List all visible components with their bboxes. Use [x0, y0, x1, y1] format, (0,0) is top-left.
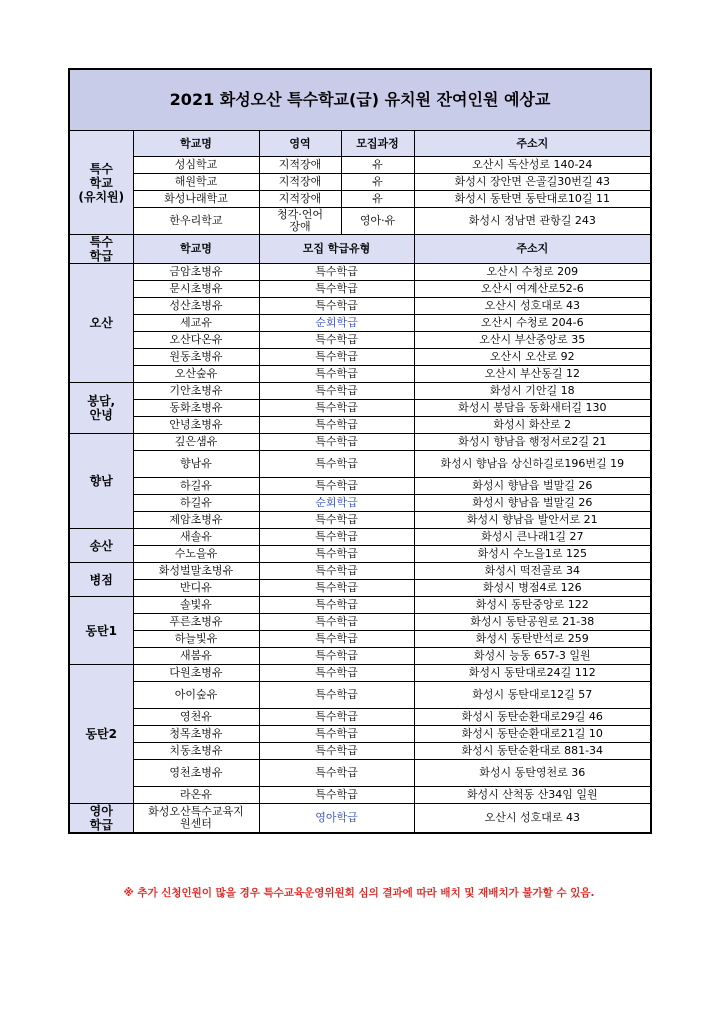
header-course: 모집과정 [341, 131, 414, 157]
course: 영아·유 [341, 208, 414, 235]
address: 오산시 수청로 204-6 [414, 315, 651, 332]
school-name: 영천유 [133, 709, 259, 726]
table-row [69, 546, 651, 563]
class-type: 특수학급 [259, 726, 414, 743]
class-type: 특수학급 [259, 349, 414, 366]
address: 화성시 기안길 18 [414, 383, 651, 400]
school-name: 깊은샘유 [133, 434, 259, 451]
course: 유 [341, 174, 414, 191]
placement-table [68, 68, 652, 834]
address: 화성시 동탄대로12길 57 [414, 682, 651, 709]
address: 화성시 향남읍 벌말길 26 [414, 478, 651, 495]
disability-area: 지적장애 [259, 157, 341, 174]
class-type: 특수학급 [259, 743, 414, 760]
region-cell: 향남 [69, 434, 133, 529]
address: 화성시 향남읍 행정서로2길 21 [414, 434, 651, 451]
region-cell: 병점 [69, 563, 133, 597]
school-name: 반디유 [133, 580, 259, 597]
header-address: 주소지 [414, 235, 651, 264]
address: 화성시 동탄순환대로29길 46 [414, 709, 651, 726]
school-name: 성산초병유 [133, 298, 259, 315]
disability-area: 지적장애 [259, 174, 341, 191]
school-name: 성심학교 [133, 157, 259, 174]
region-cell: 동탄1 [69, 597, 133, 665]
address: 화성시 화산로 2 [414, 417, 651, 434]
document-sheet [68, 68, 650, 834]
address: 화성시 봉담읍 동화새터길 130 [414, 400, 651, 417]
disability-area: 지적장애 [259, 191, 341, 208]
class-type: 특수학급 [259, 665, 414, 682]
table-row [69, 563, 651, 580]
table-row [69, 281, 651, 298]
school-header-row [69, 131, 651, 157]
address: 화성시 동탄중앙로 122 [414, 597, 651, 614]
class-type: 특수학급 [259, 383, 414, 400]
table-row [69, 478, 651, 495]
table-row [69, 383, 651, 400]
class-type: 특수학급 [259, 563, 414, 580]
region-cell: 영아 학급 [69, 804, 133, 834]
class-type: 특수학급 [259, 709, 414, 726]
class-type: 특수학급 [259, 281, 414, 298]
address: 화성시 장안면 은골길30번길 43 [414, 174, 651, 191]
table-row [69, 434, 651, 451]
class-type: 특수학급 [259, 298, 414, 315]
school-name: 하늘빛유 [133, 631, 259, 648]
title-row [69, 69, 651, 131]
region-special-school: 특수 학교 (유치원) [69, 131, 133, 235]
school-name: 영천초병유 [133, 760, 259, 787]
address: 오산시 부산동길 12 [414, 366, 651, 383]
header-area: 영역 [259, 131, 341, 157]
table-row [69, 264, 651, 281]
course: 유 [341, 191, 414, 208]
school-name: 동화초병유 [133, 400, 259, 417]
school-name: 제암초병유 [133, 512, 259, 529]
table-row [69, 174, 651, 191]
school-name: 푸른초병유 [133, 614, 259, 631]
table-row [69, 665, 651, 682]
page-title: 2021 화성오산 특수학교(급) 유치원 잔여인원 예상교 [69, 69, 651, 131]
school-name: 라온유 [133, 787, 259, 804]
region-cell: 동탄2 [69, 665, 133, 804]
class-type: 특수학급 [259, 366, 414, 383]
table-row [69, 332, 651, 349]
class-type: 특수학급 [259, 400, 414, 417]
class-type: 특수학급 [259, 546, 414, 563]
address: 오산시 독산성로 140-24 [414, 157, 651, 174]
table-row [69, 726, 651, 743]
table-row [69, 298, 651, 315]
school-name: 다원초병유 [133, 665, 259, 682]
region-cell: 오산 [69, 264, 133, 383]
address: 오산시 오산로 92 [414, 349, 651, 366]
class-type: 특수학급 [259, 580, 414, 597]
school-name: 하길유 [133, 478, 259, 495]
class-type: 특수학급 [259, 512, 414, 529]
table-row [69, 349, 651, 366]
class-type: 순회학급 [259, 495, 414, 512]
address: 화성시 향남읍 벌말길 26 [414, 495, 651, 512]
school-name: 원동초병유 [133, 349, 259, 366]
address: 화성시 능동 657-3 일원 [414, 648, 651, 665]
school-name: 솔빛유 [133, 597, 259, 614]
table-row [69, 804, 651, 834]
address: 화성시 동탄순환대로21길 10 [414, 726, 651, 743]
footnote: ※ 추가 신청인원이 많을 경우 특수교육운영위원회 심의 결과에 따라 배치 및 재배치가 불가할 수 있음. [123, 887, 595, 899]
table-row [69, 417, 651, 434]
class-type: 특수학급 [259, 434, 414, 451]
table-row [69, 743, 651, 760]
table-row [69, 451, 651, 478]
header-address: 주소지 [414, 131, 651, 157]
header-school-name: 학교명 [133, 235, 259, 264]
address: 화성시 수노을1로 125 [414, 546, 651, 563]
address: 오산시 부산중앙로 35 [414, 332, 651, 349]
class-type: 특수학급 [259, 332, 414, 349]
address: 화성시 정남면 관항길 243 [414, 208, 651, 235]
table-row [69, 208, 651, 235]
class-type: 특수학급 [259, 787, 414, 804]
address: 오산시 여계산로52-6 [414, 281, 651, 298]
school-name: 기안초병유 [133, 383, 259, 400]
school-name: 금암초병유 [133, 264, 259, 281]
table-row [69, 787, 651, 804]
table-row [69, 631, 651, 648]
region-cell: 송산 [69, 529, 133, 563]
school-name: 수노을유 [133, 546, 259, 563]
school-name: 문시초병유 [133, 281, 259, 298]
class-type: 특수학급 [259, 451, 414, 478]
address: 화성시 향남읍 발안서로 21 [414, 512, 651, 529]
table-row [69, 760, 651, 787]
class-type: 특수학급 [259, 614, 414, 631]
table-row [69, 366, 651, 383]
class-type: 특수학급 [259, 760, 414, 787]
school-name: 치동초병유 [133, 743, 259, 760]
table-row [69, 614, 651, 631]
address: 화성시 동탄대로24길 112 [414, 665, 651, 682]
school-name: 한우리학교 [133, 208, 259, 235]
school-name: 안녕초병유 [133, 417, 259, 434]
table-row [69, 400, 651, 417]
table-row [69, 315, 651, 332]
address: 화성시 동탄영천로 36 [414, 760, 651, 787]
school-name: 오산다온유 [133, 332, 259, 349]
school-name: 하길유 [133, 495, 259, 512]
disability-area: 청각·언어 장애 [259, 208, 341, 235]
table-row [69, 157, 651, 174]
class-type: 특수학급 [259, 682, 414, 709]
region-cell: 봉담, 안녕 [69, 383, 133, 434]
school-name: 청목초병유 [133, 726, 259, 743]
class-type: 특수학급 [259, 264, 414, 281]
class-type: 특수학급 [259, 648, 414, 665]
table-row [69, 529, 651, 546]
class-header-row [69, 235, 651, 264]
table-row [69, 495, 651, 512]
address: 화성시 동탄공원로 21-38 [414, 614, 651, 631]
school-name: 해원학교 [133, 174, 259, 191]
table-row [69, 512, 651, 529]
address: 화성시 향남읍 상신하길로196번길 19 [414, 451, 651, 478]
table-row [69, 191, 651, 208]
region-special-class: 특수 학급 [69, 235, 133, 264]
table-row [69, 648, 651, 665]
table-row [69, 580, 651, 597]
school-name: 오산숲유 [133, 366, 259, 383]
address: 화성시 동탄면 동탄대로10길 11 [414, 191, 651, 208]
table-row [69, 597, 651, 614]
address: 오산시 성호대로 43 [414, 298, 651, 315]
class-type: 특수학급 [259, 631, 414, 648]
class-type: 영아학급 [259, 804, 414, 834]
address: 화성시 큰나래1길 27 [414, 529, 651, 546]
table-row [69, 709, 651, 726]
school-name: 향남유 [133, 451, 259, 478]
table-row [69, 682, 651, 709]
school-name: 화성오산특수교육지 원센터 [133, 804, 259, 834]
address: 화성시 동탄반석로 259 [414, 631, 651, 648]
school-name: 새봄유 [133, 648, 259, 665]
class-type: 특수학급 [259, 597, 414, 614]
address: 화성시 동탄순환대로 881-34 [414, 743, 651, 760]
class-type: 특수학급 [259, 417, 414, 434]
address: 오산시 수청로 209 [414, 264, 651, 281]
class-type: 특수학급 [259, 478, 414, 495]
address: 화성시 병점4로 126 [414, 580, 651, 597]
school-name: 화성벌말초병유 [133, 563, 259, 580]
class-type: 특수학급 [259, 529, 414, 546]
course: 유 [341, 157, 414, 174]
school-name: 아이숲유 [133, 682, 259, 709]
address: 오산시 성호대로 43 [414, 804, 651, 834]
school-name: 화성나래학교 [133, 191, 259, 208]
header-class-type: 모집 학급유형 [259, 235, 414, 264]
school-name: 세교유 [133, 315, 259, 332]
address: 화성시 산척동 산34임 일원 [414, 787, 651, 804]
address: 화성시 떡전골로 34 [414, 563, 651, 580]
header-school-name: 학교명 [133, 131, 259, 157]
class-type: 순회학급 [259, 315, 414, 332]
school-name: 새솔유 [133, 529, 259, 546]
